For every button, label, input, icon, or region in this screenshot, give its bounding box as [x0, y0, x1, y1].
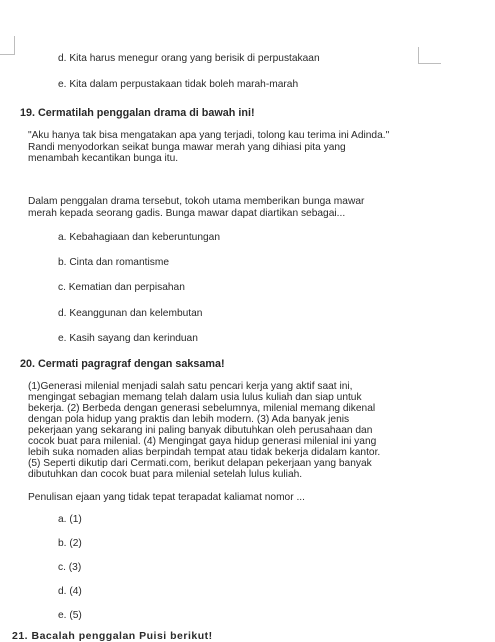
q19-excerpt-line: Randi menyodorkan seikat bunga mawar merah yang dihiasi pita yang [28, 142, 346, 153]
q20-option-b: b. (2) [58, 538, 82, 549]
q19-question-line: merah kepada seorang gadis. Bunga mawar dapat diartikan sebagai... [28, 208, 346, 219]
q20-option-a: a. (1) [58, 514, 82, 525]
q20-paragraph-line: lebih suka nomaden alias berpindah tempat atau tidak bekerja didalam kantor. [28, 447, 381, 458]
q19-option-e: e. Kasih sayang dan kerinduan [58, 333, 198, 344]
q19-heading: 19. Cermatilah penggalan drama di bawah ini! [20, 107, 255, 119]
q20-paragraph-line: (1)Generasi milenial menjadi salah satu pencari kerja yang aktif saat ini, [28, 381, 353, 392]
q20-question: Penulisan ejaan yang tidak tepat terapadat kaliamat nomor ... [28, 492, 305, 503]
q19-question-line: Dalam penggalan drama tersebut, tokoh utama memberikan bunga mawar [28, 196, 365, 207]
crop-mark-right [418, 47, 441, 64]
q19-option-c: c. Kematian dan perpisahan [58, 282, 185, 293]
q20-paragraph-line: dengan pola hidup yang praktis dan lebih modern. (3) Ada banyak jenis [28, 414, 350, 425]
q20-heading: 20. Cermati pagragraf dengan saksama! [20, 358, 225, 370]
q19-excerpt-line: "Aku hanya tak bisa mengatakan apa yang terjadi, tolong kau terima ini Adinda." [28, 130, 390, 141]
q20-option-c: c. (3) [58, 562, 82, 573]
q19-option-d: d. Keanggunan dan kelembutan [58, 308, 203, 319]
q20-option-d: d. (4) [58, 586, 82, 597]
q20-paragraph-line: (5) Seperti dikutip dari Cermati.com, berikut delapan pekerjaan yang banyak [28, 458, 372, 469]
q18-option-d: d. Kita harus menegur orang yang berisik di perpustakaan [58, 53, 320, 64]
q19-excerpt-line: menambah kecantikan bunga itu. [28, 153, 179, 164]
q20-paragraph-line: mengingat sebagian memang telah dalam usia lulus kuliah dan siap untuk [28, 392, 362, 403]
q20-paragraph-line: bekerja. (2) Berbeda dengan generasi sebelumnya, milenial memang dikenal [28, 403, 376, 414]
q21-heading-cut: 21. Bacalah penggalan Puisi berikut! [12, 630, 213, 642]
crop-mark-left [0, 36, 15, 55]
q20-paragraph-line: pekerjaan yang sekarang ini paling banyak dibutuhkan oleh perusahaan dan [28, 425, 373, 436]
q20-paragraph-line: cocok buat para milenial. (4) Mengingat gaya hidup generasi milenial ini yang [28, 436, 377, 447]
q20-option-e: e. (5) [58, 610, 82, 621]
q19-option-a: a. Kebahagiaan dan keberuntungan [58, 232, 221, 243]
q19-option-b: b. Cinta dan romantisme [58, 257, 169, 268]
q20-paragraph-line: dibutuhkan dan cocok buat para milenial setelah lulus kuliah. [28, 469, 303, 480]
q18-option-e: e. Kita dalam perpustakaan tidak boleh marah-marah [58, 79, 299, 90]
